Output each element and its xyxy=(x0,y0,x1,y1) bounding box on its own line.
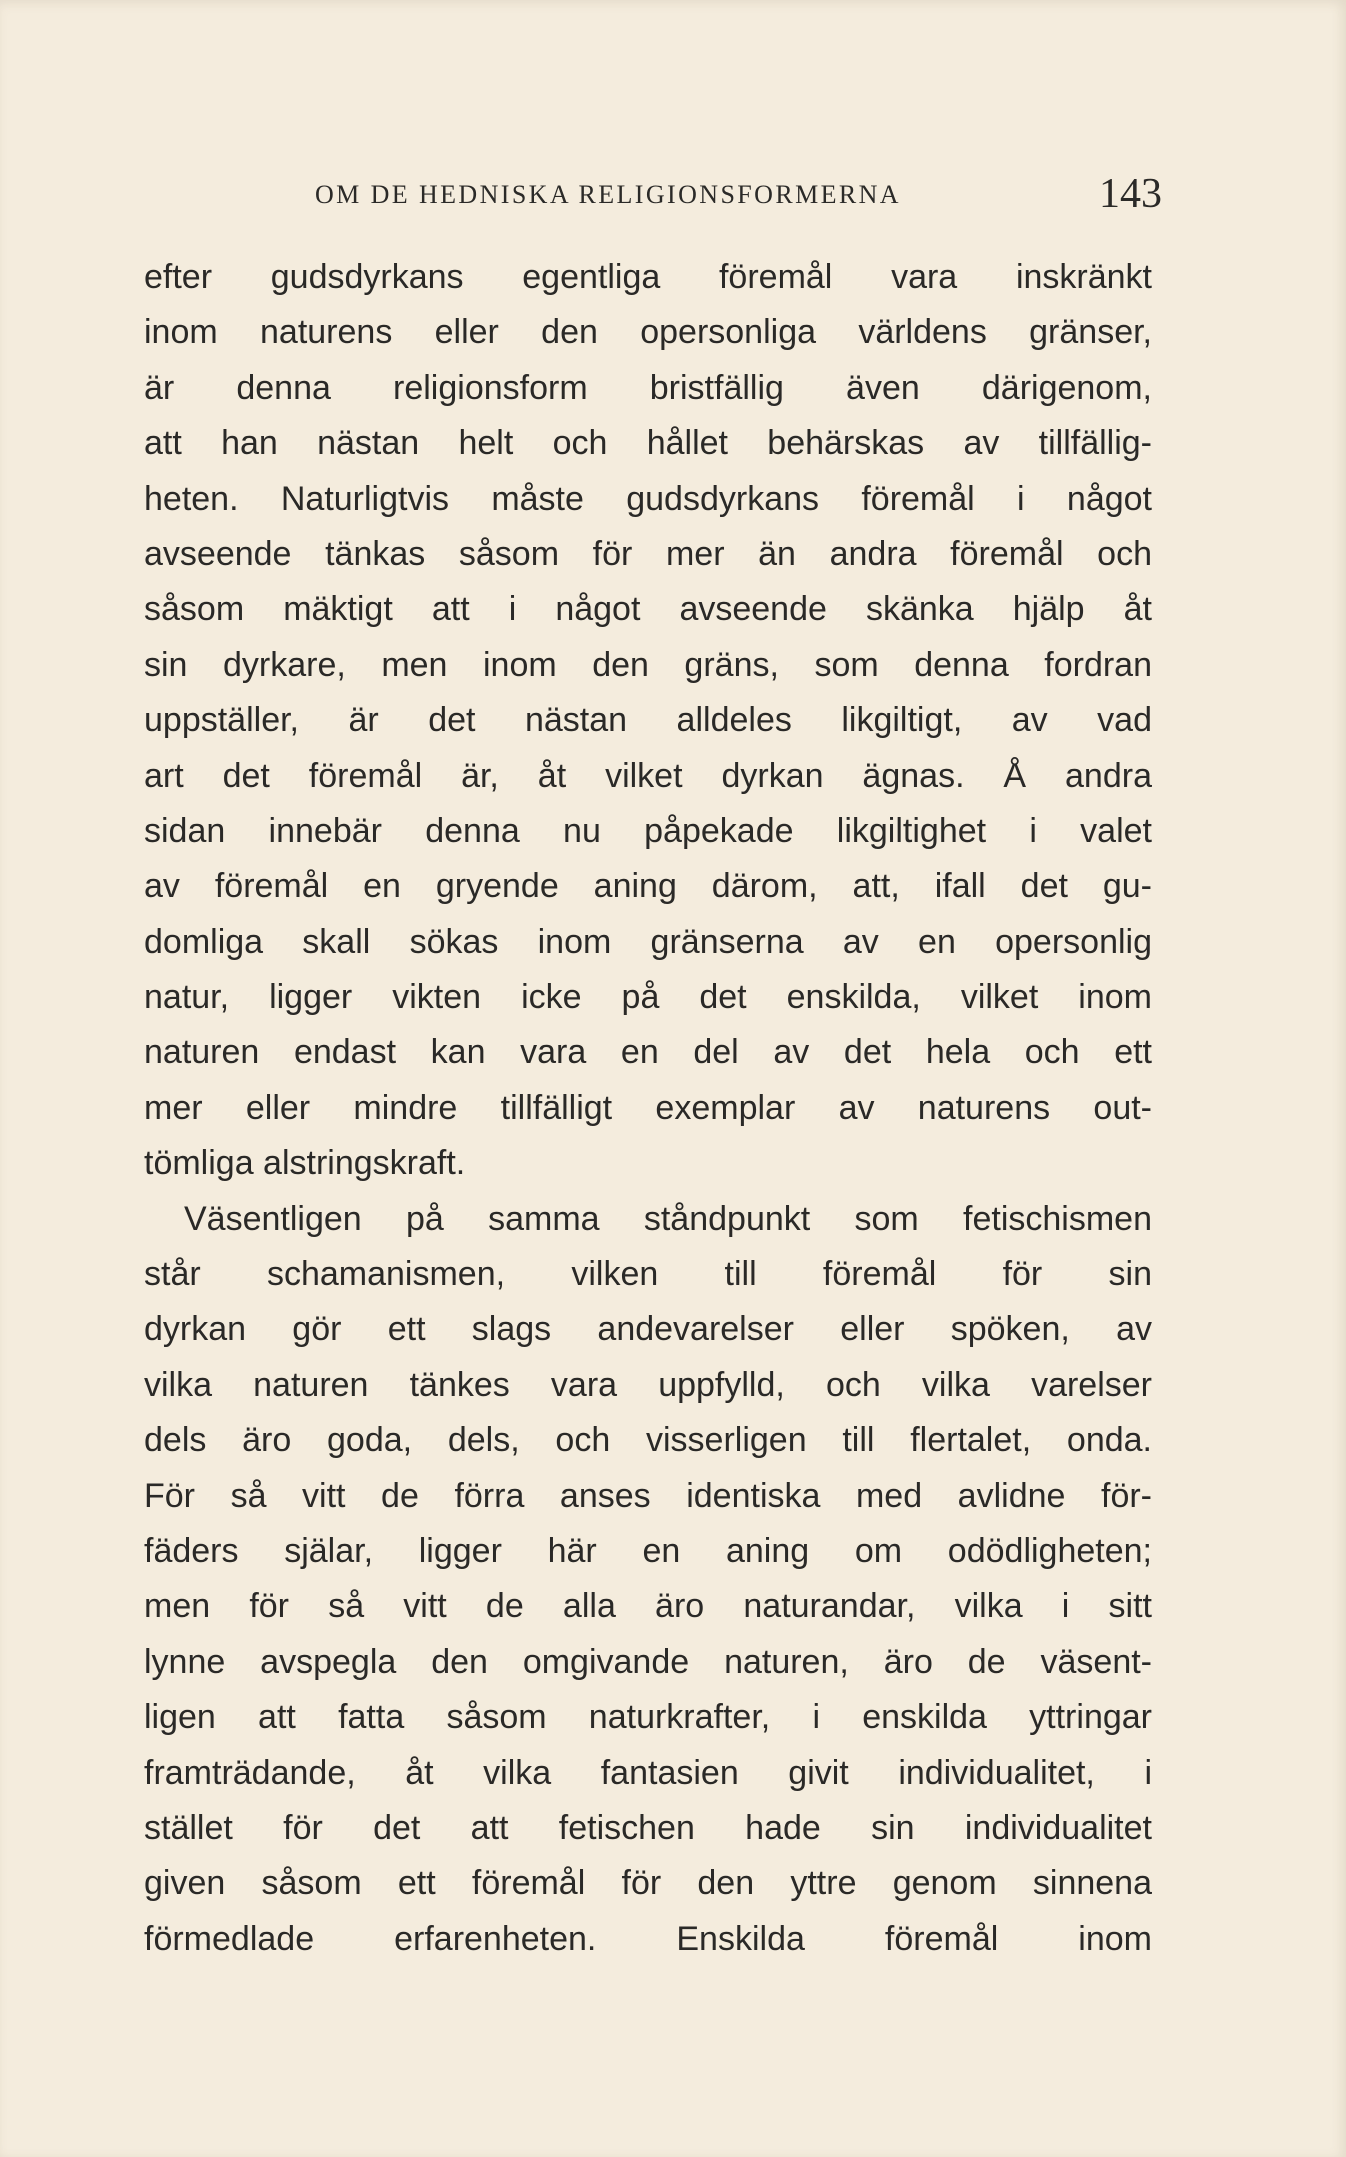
text-line: förmedlade erfarenheten. Enskilda föremål inom xyxy=(144,1919,1152,1958)
text-line: natur, ligger vikten icke på det enskilda, vilket inom xyxy=(144,978,1152,1017)
text-line: att han nästan helt och hållet behärskas av tillfällig- xyxy=(144,424,1152,463)
text-line: Väsentligen på samma ståndpunkt som fetischismen xyxy=(184,1199,1152,1238)
text-line: stället för det att fetischen hade sin individualitet xyxy=(144,1808,1152,1847)
text-line: uppställer, är det nästan alldeles likgiltigt, av vad xyxy=(144,701,1152,740)
text-line: såsom mäktigt att i något avseende skänka hjälp åt xyxy=(144,590,1152,629)
running-head xyxy=(150,170,1170,220)
page-number: 143 xyxy=(1099,171,1162,217)
text-line: tömliga alstringskraft. xyxy=(144,1144,466,1183)
text-line: avseende tänkas såsom för mer än andra föremål och xyxy=(144,534,1152,573)
text-line: heten. Naturligtvis måste gudsdyrkans föremål i något xyxy=(144,479,1152,518)
text-line: sidan innebär denna nu påpekade likgiltighet i valet xyxy=(144,811,1152,850)
text-line: vilka naturen tänkes vara uppfylld, och vilka varelser xyxy=(144,1365,1152,1404)
body-text xyxy=(144,250,1152,1967)
text-line: men för så vitt de alla äro naturandar, vilka i sitt xyxy=(144,1587,1152,1626)
text-line: dyrkan gör ett slags andevarelser eller spöken, av xyxy=(144,1310,1152,1349)
text-line: efter gudsdyrkans egentliga föremål vara inskränkt xyxy=(144,258,1152,296)
text-line: naturen endast kan vara en del av det hela och ett xyxy=(144,1033,1152,1072)
text-line: framträdande, åt vilka fantasien givit individualitet, i xyxy=(144,1753,1152,1792)
text-line: av föremål en gryende aning därom, att, ifall det gu- xyxy=(144,867,1152,906)
running-title: OM DE HEDNISKA RELIGIONSFORMERNA xyxy=(315,180,901,209)
text-line: ligen att fatta såsom naturkrafter, i enskilda yttringar xyxy=(144,1698,1152,1737)
text-line: lynne avspegla den omgivande naturen, äro de väsent- xyxy=(144,1642,1152,1681)
text-line: står schamanismen, vilken till föremål för sin xyxy=(144,1255,1152,1294)
text-line: domliga skall sökas inom gränserna av en opersonlig xyxy=(144,922,1152,961)
text-line: fäders själar, ligger här en aning om odödligheten; xyxy=(144,1531,1152,1570)
text-line: sin dyrkare, men inom den gräns, som denna fordran xyxy=(144,645,1152,684)
text-line: är denna religionsform bristfällig även därigenom, xyxy=(144,368,1152,407)
text-line: dels äro goda, dels, och visserligen till flertalet, onda. xyxy=(144,1421,1152,1460)
text-line: inom naturens eller den opersonliga världens gränser, xyxy=(144,313,1152,352)
text-line: För så vitt de förra anses identiska med avlidne för- xyxy=(144,1476,1152,1515)
text-line: art det föremål är, åt vilket dyrkan ägnas. Å andra xyxy=(144,756,1152,795)
text-line: given såsom ett föremål för den yttre genom sinnena xyxy=(144,1864,1152,1903)
text-line: mer eller mindre tillfälligt exemplar av naturens out- xyxy=(144,1088,1152,1127)
